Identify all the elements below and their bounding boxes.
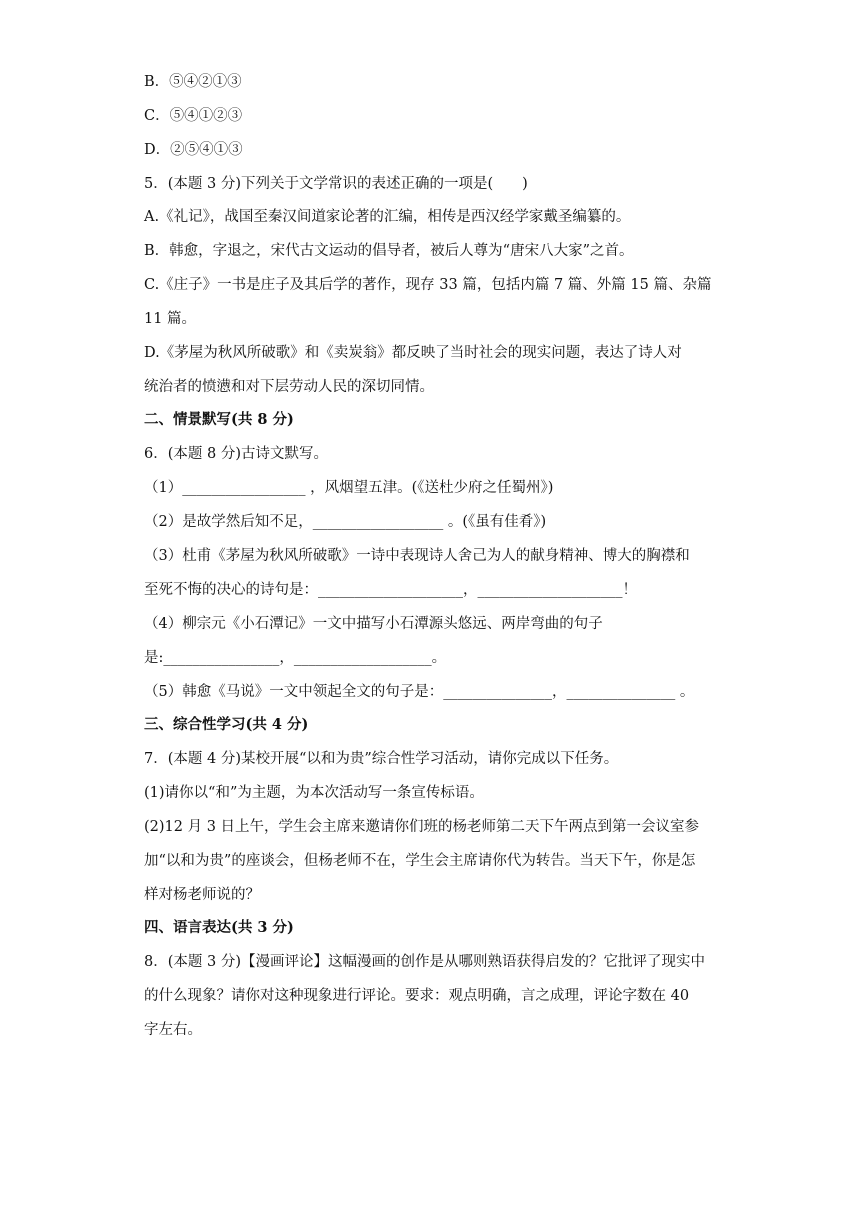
q8-stem-cont: 的什么现象？请你对这种现象进行评论。要求：观点明确，言之成理，评论字数在 40 [144, 988, 690, 1004]
option-c-q4: C．⑤④①②③ [144, 108, 243, 124]
q5-option-b: B．韩愈，字退之，宋代古文运动的倡导者，被后人尊为“唐宋八大家”之首。 [144, 243, 634, 259]
q6-item-3: （3）杜甫《茅屋为秋风所破歌》一诗中表现诗人舍己为人的献身精神、博大的胸襟和 [144, 548, 690, 564]
question-7-stem: 7．(本题 4 分)某校开展“以和为贵”综合性学习活动，请你完成以下任务。 [144, 751, 619, 767]
option-d-q4: D．②⑤④①③ [144, 142, 243, 158]
q5-option-d: D.《茅屋为秋风所破歌》和《卖炭翁》都反映了当时社会的现实问题，表达了诗人对 [144, 345, 682, 361]
section-3-heading: 三、综合性学习(共 4 分) [144, 716, 309, 733]
q7-task-2: (2)12 月 3 日上午，学生会主席来邀请你们班的杨老师第二天下午两点到第一会议室参 [144, 819, 700, 835]
section-2-heading: 二、情景默写(共 8 分) [144, 411, 294, 428]
q5-option-d-cont: 统治者的愤懑和对下层劳动人民的深切同情。 [144, 379, 434, 395]
q8-stem-end: 字左右。 [144, 1022, 202, 1038]
q6-item-4-cont: 是:________________，___________________。 [144, 650, 447, 666]
q7-task-2-cont: 加“以和为贵”的座谈会，但杨老师不在，学生会主席请你代为转告。当天下午，你是怎 [144, 853, 696, 869]
q7-task-1: (1)请你以“和”为主题，为本次活动写一条宣传标语。 [144, 785, 484, 801]
question-5-stem: 5．(本题 3 分)下列关于文学常识的表述正确的一项是( ) [144, 176, 528, 192]
q6-item-3-cont: 至死不悔的决心的诗句是：____________________，____________________！ [144, 582, 637, 598]
section-4-heading: 四、语言表达(共 3 分) [144, 919, 294, 936]
q6-item-1: （1）_________________ ，风烟望五津。(《送杜少府之任蜀州》) [144, 480, 554, 496]
q6-item-2: （2）是故学然后知不足，__________________ 。(《虽有佳肴》) [144, 514, 547, 530]
q5-option-c: C.《庄子》一书是庄子及其后学的著作，现存 33 篇，包括内篇 7 篇、外篇 15 篇、杂篇 [144, 277, 712, 293]
question-6-stem: 6．(本题 8 分)古诗文默写。 [144, 446, 328, 462]
question-8-stem: 8．(本题 3 分)【漫画评论】这幅漫画的创作是从哪则熟语获得启发的？它批评了现实中 [144, 954, 705, 970]
q7-task-2-end: 样对杨老师说的？ [144, 887, 260, 903]
q5-option-c-cont: 11 篇。 [144, 311, 197, 327]
q6-item-5: （5）韩愈《马说》一文中领起全文的句子是：_______________，_______________ 。 [144, 684, 695, 700]
q6-item-4: （4）柳宗元《小石潭记》一文中描写小石潭源头悠远、两岸弯曲的句子 [144, 616, 603, 632]
option-b-q4: B．⑤④②①③ [144, 74, 242, 90]
q5-option-a: A.《礼记》，战国至秦汉间道家论著的汇编，相传是西汉经学家戴圣编纂的。 [144, 209, 631, 225]
